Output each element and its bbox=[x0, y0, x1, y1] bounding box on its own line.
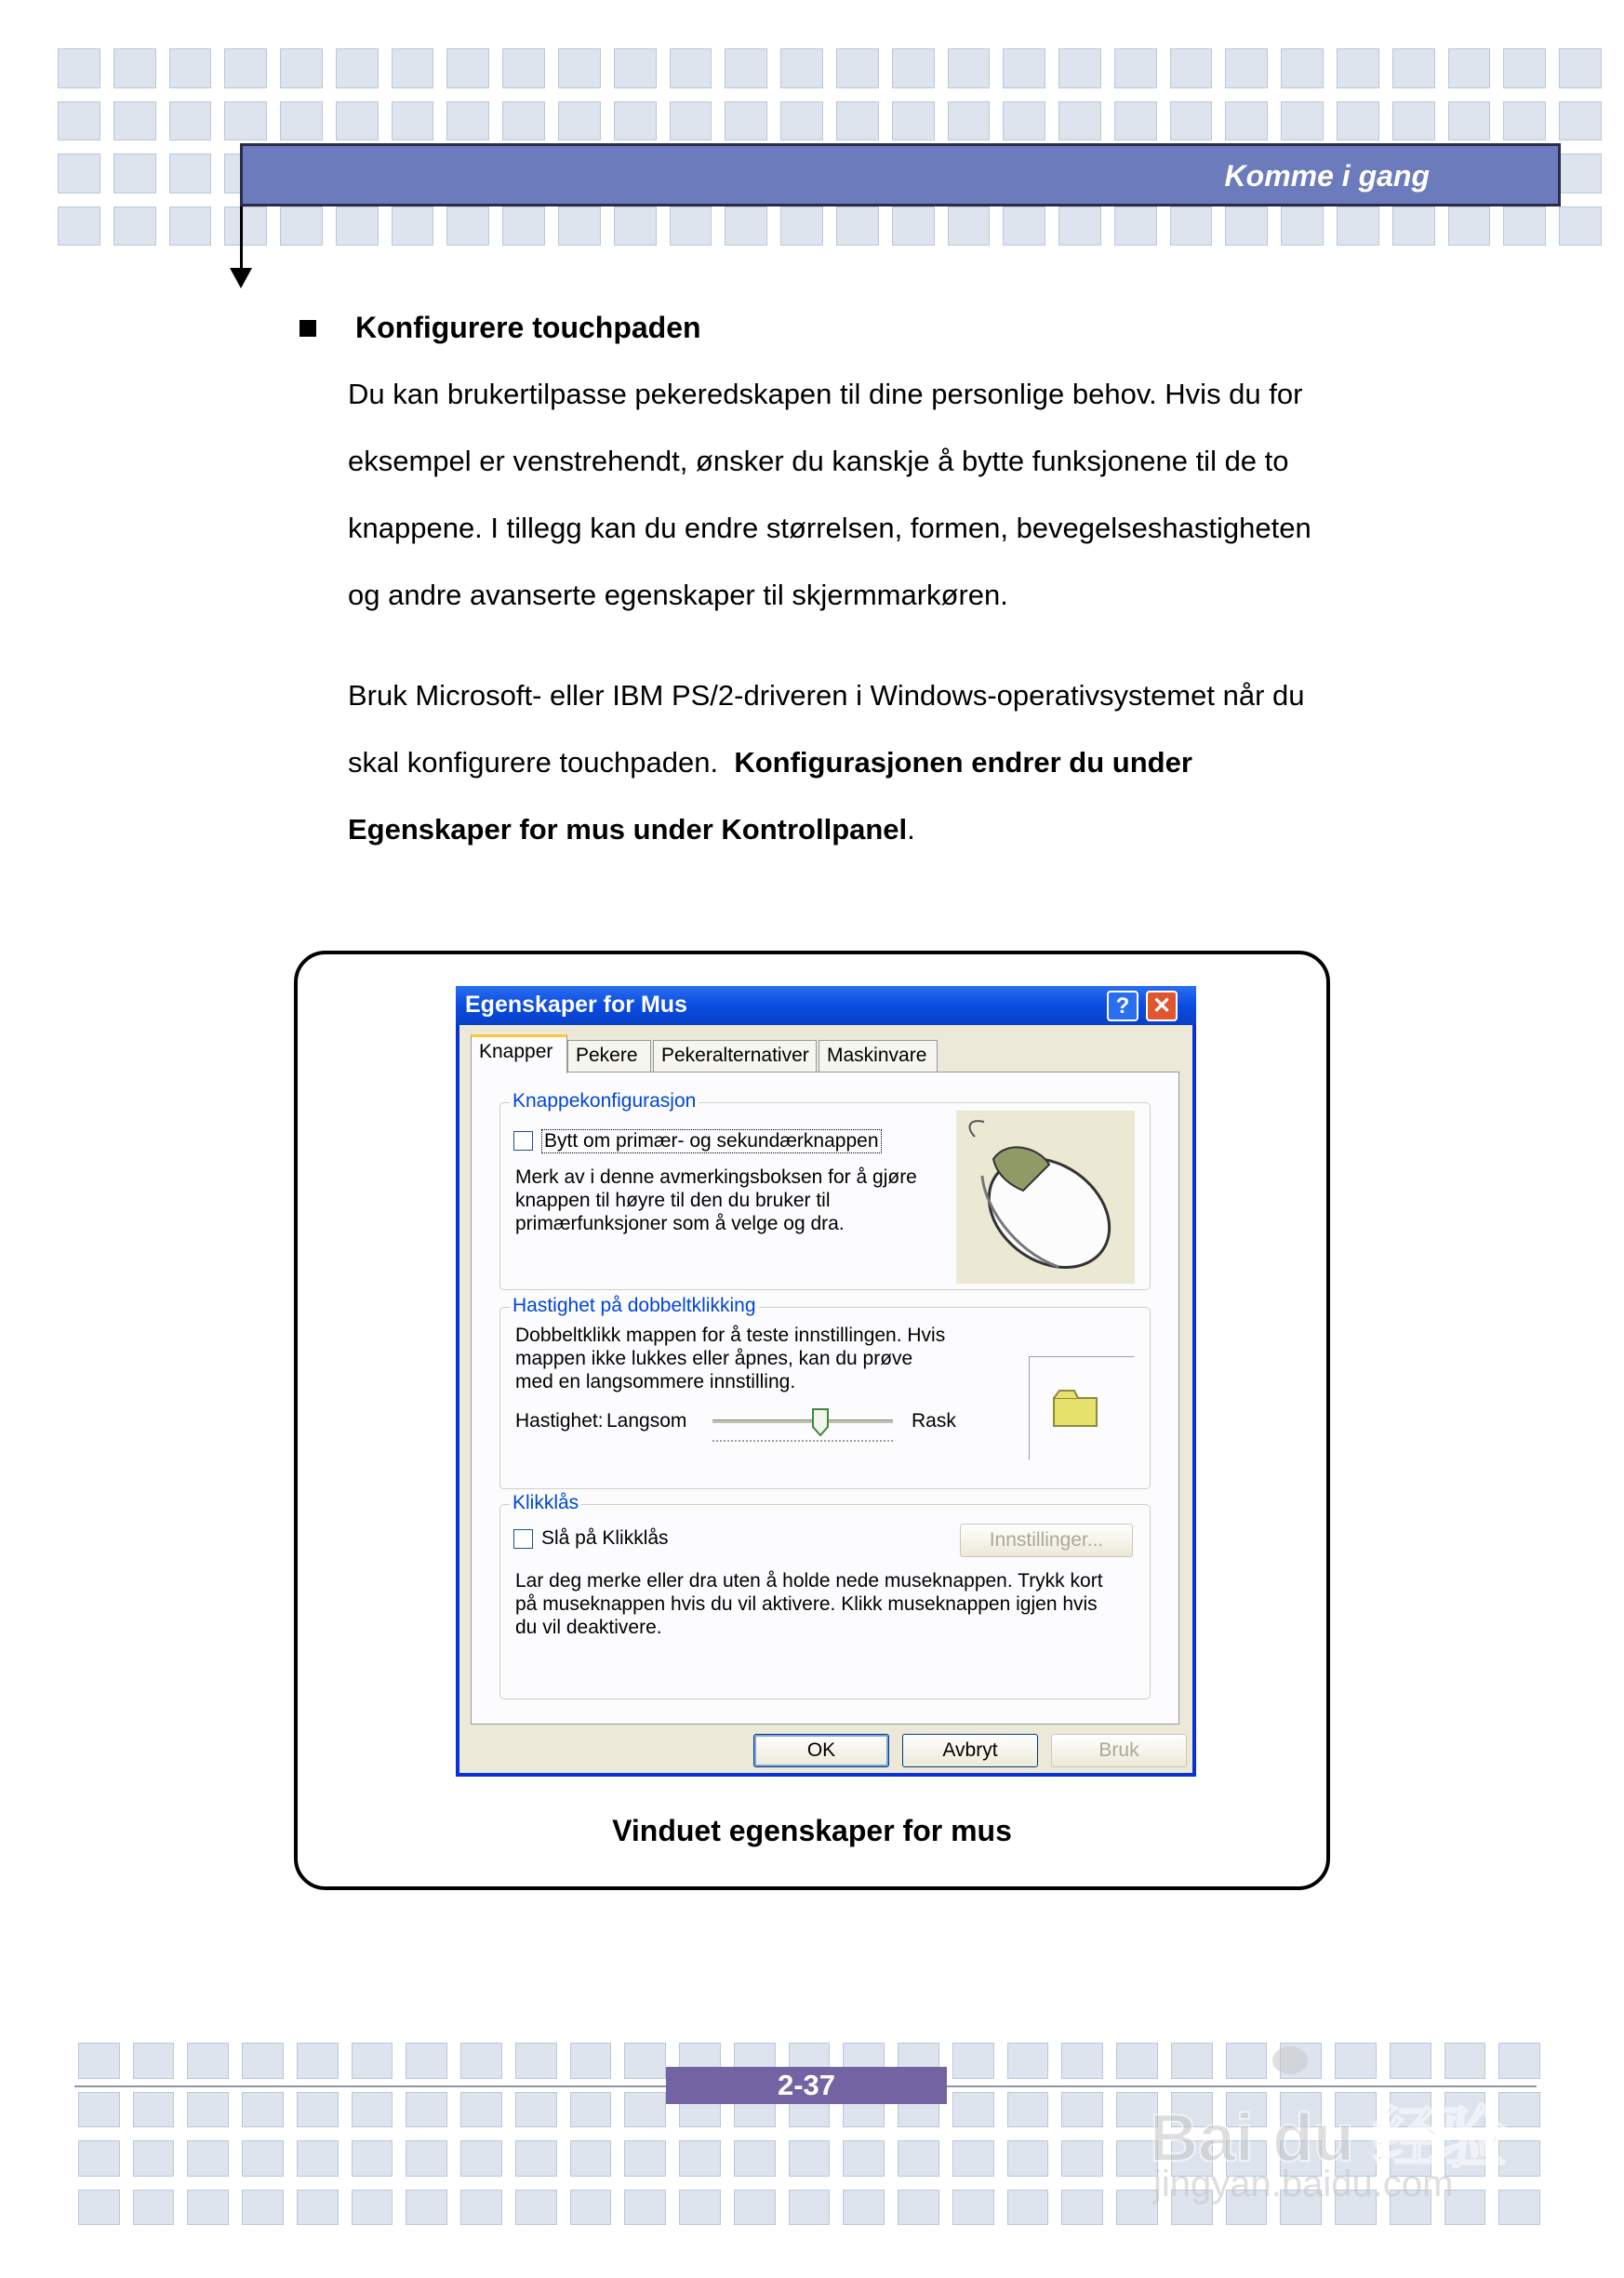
pattern-tile bbox=[558, 101, 601, 141]
pattern-tile bbox=[1392, 206, 1435, 246]
pattern-tile bbox=[515, 2043, 557, 2079]
pattern-tile bbox=[952, 2190, 994, 2226]
slow-label: Langsom bbox=[606, 1410, 687, 1432]
pattern-tile bbox=[460, 2043, 502, 2079]
apply-button[interactable]: Bruk bbox=[1051, 1734, 1187, 1767]
pattern-tile bbox=[460, 2092, 502, 2128]
pattern-tile bbox=[515, 2140, 557, 2177]
paragraph-2-line: Bruk Microsoft- eller IBM PS/2-driveren i Windows-operativsystemet når du bbox=[348, 679, 1305, 712]
group-title: Knappekonfigurasjon bbox=[510, 1090, 699, 1112]
pattern-tile bbox=[1007, 2190, 1049, 2226]
pattern-tile bbox=[898, 2190, 939, 2226]
pattern-tile bbox=[892, 206, 935, 246]
section-heading: Konfigurere touchpaden bbox=[355, 311, 701, 344]
pattern-tile bbox=[1392, 101, 1435, 141]
pattern-tile bbox=[558, 206, 601, 246]
pattern-tile bbox=[187, 2140, 229, 2177]
pattern-tile bbox=[1061, 2043, 1103, 2079]
pattern-tile bbox=[670, 48, 712, 88]
pattern-tile bbox=[624, 2092, 666, 2128]
tab-panel bbox=[471, 1072, 1179, 1725]
pattern-tile bbox=[1337, 48, 1379, 88]
speed-slider-track[interactable] bbox=[712, 1419, 893, 1423]
pattern-tile bbox=[789, 2140, 831, 2177]
pattern-tile bbox=[892, 48, 935, 88]
button-config-group bbox=[499, 1090, 1151, 1290]
pattern-tile bbox=[558, 48, 601, 88]
pattern-tile bbox=[406, 2140, 447, 2177]
click-lock-checkbox[interactable] bbox=[513, 1529, 533, 1549]
pattern-tile bbox=[1007, 2140, 1049, 2177]
mouse-properties-dialog bbox=[456, 986, 1196, 1777]
pattern-tile bbox=[1281, 48, 1324, 88]
tab-pekere[interactable]: Pekere bbox=[567, 1040, 651, 1072]
pattern-tile bbox=[406, 2190, 447, 2226]
group1-desc-line: Merk av i denne avmerkingsboksen for å gjøre bbox=[515, 1166, 917, 1188]
ok-button[interactable]: OK bbox=[753, 1734, 889, 1767]
group-title: Hastighet på dobbeltklikking bbox=[510, 1295, 759, 1317]
pattern-tile bbox=[133, 2140, 175, 2177]
pattern-tile bbox=[1503, 206, 1546, 246]
watermark bbox=[1150, 2046, 1540, 2214]
paw-icon bbox=[1272, 2046, 1308, 2074]
pattern-tile bbox=[58, 48, 100, 88]
pattern-tile bbox=[58, 101, 100, 141]
pattern-tile bbox=[392, 101, 434, 141]
pattern-tile bbox=[1225, 206, 1268, 246]
paragraph-2-line bbox=[348, 729, 1399, 796]
pattern-tile bbox=[280, 48, 323, 88]
pattern-tile bbox=[1225, 48, 1268, 88]
pattern-tile bbox=[1337, 206, 1379, 246]
pattern-tile bbox=[297, 2043, 339, 2079]
pattern-tile bbox=[1170, 101, 1213, 141]
watermark-url: jingyan.baidu.com bbox=[1153, 2164, 1454, 2205]
pattern-tile bbox=[224, 101, 267, 141]
pattern-tile bbox=[624, 2043, 666, 2079]
click-lock-label[interactable]: Slå på Klikklås bbox=[541, 1527, 669, 1549]
pattern-tile bbox=[297, 2092, 339, 2128]
pattern-tile bbox=[843, 2140, 885, 2177]
click-lock-group bbox=[499, 1492, 1151, 1699]
pattern-tile bbox=[1448, 48, 1491, 88]
pattern-tile bbox=[1058, 206, 1101, 246]
paragraph-1-line: knappene. I tillegg kan du endre størrelsen, formen, bevegelseshastigheten bbox=[348, 512, 1311, 544]
pattern-tile bbox=[789, 2190, 831, 2226]
pattern-tile bbox=[1503, 48, 1546, 88]
group3-desc-line: på museknappen hvis du vil aktivere. Klikk museknappen igjen hvis bbox=[515, 1593, 1098, 1615]
pattern-tile bbox=[502, 206, 545, 246]
pattern-tile bbox=[1058, 101, 1101, 141]
page-number: 2-37 bbox=[666, 2067, 947, 2104]
pattern-tile bbox=[1503, 101, 1546, 141]
group2-desc-line: Dobbeltklikk mappen for å teste innstillingen. Hvis bbox=[515, 1325, 946, 1346]
settings-button[interactable]: Innstillinger... bbox=[960, 1524, 1133, 1557]
pattern-tile bbox=[352, 2092, 393, 2128]
pattern-tile bbox=[460, 2140, 502, 2177]
pattern-tile bbox=[169, 101, 212, 141]
pattern-tile bbox=[113, 153, 156, 193]
pattern-tile bbox=[280, 101, 323, 141]
group3-desc-line: du vil deaktivere. bbox=[515, 1617, 662, 1638]
pattern-tile bbox=[624, 2190, 666, 2226]
pattern-tile bbox=[614, 206, 657, 246]
group2-desc-line: med en langsommere innstilling. bbox=[515, 1371, 796, 1392]
pattern-tile bbox=[836, 48, 879, 88]
pattern-tile bbox=[948, 206, 991, 246]
pattern-tile bbox=[446, 101, 489, 141]
pattern-tile bbox=[113, 101, 156, 141]
pattern-tile bbox=[780, 101, 823, 141]
pattern-tile bbox=[224, 48, 267, 88]
test-folder-area[interactable] bbox=[1029, 1356, 1135, 1460]
paragraph-2-bold: Konfigurasjonen endrer du under bbox=[734, 746, 1192, 779]
pattern-tile bbox=[1170, 206, 1213, 246]
pattern-tile bbox=[460, 2190, 502, 2226]
pattern-tile bbox=[836, 206, 879, 246]
pattern-tile bbox=[570, 2140, 612, 2177]
paragraph-2-text: . bbox=[907, 813, 915, 846]
pattern-tile bbox=[570, 2092, 612, 2128]
tab-pekeralternativer[interactable]: Pekeralternativer bbox=[653, 1040, 817, 1072]
pattern-tile bbox=[725, 206, 767, 246]
pattern-tile bbox=[242, 2043, 284, 2079]
pattern-tile bbox=[1448, 101, 1491, 141]
pattern-tile bbox=[78, 2092, 120, 2128]
fast-label: Rask bbox=[912, 1410, 956, 1432]
pattern-tile bbox=[187, 2092, 229, 2128]
pattern-tile bbox=[1003, 48, 1045, 88]
pattern-tile bbox=[1114, 206, 1157, 246]
pattern-tile bbox=[336, 206, 379, 246]
pattern-tile bbox=[1061, 2140, 1103, 2177]
pattern-tile bbox=[352, 2190, 393, 2226]
pattern-tile bbox=[1114, 101, 1157, 141]
dialog-title: Egenskaper for Mus bbox=[465, 992, 687, 1018]
pattern-tile bbox=[78, 2140, 120, 2177]
pattern-tile bbox=[570, 2043, 612, 2079]
close-icon[interactable]: ✕ bbox=[1146, 991, 1178, 1021]
pattern-tile bbox=[78, 2043, 120, 2079]
chapter-header bbox=[240, 143, 1561, 206]
pattern-tile bbox=[1007, 2092, 1049, 2128]
pattern-tile bbox=[1061, 2190, 1103, 2226]
paragraph-2 bbox=[348, 662, 1399, 863]
speed-slider-thumb[interactable] bbox=[812, 1408, 829, 1436]
pattern-tile bbox=[242, 2190, 284, 2226]
pattern-tile bbox=[224, 206, 267, 246]
pattern-tile bbox=[624, 2140, 666, 2177]
pattern-tile bbox=[679, 2190, 721, 2226]
pattern-tile bbox=[1559, 206, 1602, 246]
pattern-tile bbox=[570, 2190, 612, 2226]
pattern-tile bbox=[780, 48, 823, 88]
paragraph-2-text: skal konfigurere touchpaden. bbox=[348, 746, 735, 779]
pattern-tile bbox=[297, 2140, 339, 2177]
pattern-tile bbox=[58, 153, 100, 193]
pattern-tile bbox=[352, 2043, 393, 2079]
pattern-tile bbox=[734, 2190, 776, 2226]
pattern-tile bbox=[133, 2043, 175, 2079]
pattern-tile bbox=[948, 101, 991, 141]
pattern-tile bbox=[1061, 2092, 1103, 2128]
header-arrow-line bbox=[240, 206, 243, 268]
pattern-tile bbox=[614, 101, 657, 141]
pattern-tile bbox=[1170, 48, 1213, 88]
swap-buttons-label[interactable]: Bytt om primær- og sekundærknappen bbox=[541, 1129, 882, 1153]
group1-desc-line: primærfunksjoner som å velge og dra. bbox=[515, 1213, 845, 1234]
pattern-tile bbox=[352, 2140, 393, 2177]
pattern-tile bbox=[1559, 48, 1602, 88]
pattern-tile bbox=[1337, 101, 1379, 141]
pattern-tile bbox=[952, 2140, 994, 2177]
pattern-tile bbox=[679, 2140, 721, 2177]
pattern-tile bbox=[614, 48, 657, 88]
pattern-tile bbox=[1003, 101, 1045, 141]
pattern-tile bbox=[336, 48, 379, 88]
square-bullet-icon bbox=[300, 320, 316, 337]
pattern-tile bbox=[670, 206, 712, 246]
pattern-tile bbox=[843, 2190, 885, 2226]
pattern-tile bbox=[169, 48, 212, 88]
group3-desc-line: Lar deg merke eller dra uten å holde nede museknappen. Trykk kort bbox=[515, 1570, 1103, 1592]
tab-knapper[interactable]: Knapper bbox=[471, 1034, 567, 1073]
dialog-titlebar[interactable] bbox=[456, 986, 1196, 1025]
pattern-tile bbox=[1448, 206, 1491, 246]
pattern-tile bbox=[113, 206, 156, 246]
pattern-tile bbox=[898, 2140, 939, 2177]
pattern-tile bbox=[297, 2190, 339, 2226]
pattern-tile bbox=[242, 2092, 284, 2128]
watermark-logo: Bai du 经验 bbox=[1150, 2101, 1508, 2176]
paragraph-1-line: Du kan brukertilpasse pekeredskapen til dine personlige behov. Hvis du for bbox=[348, 378, 1303, 410]
pattern-tile bbox=[169, 206, 212, 246]
pattern-tile bbox=[1281, 206, 1324, 246]
pattern-tile bbox=[446, 206, 489, 246]
pattern-tile bbox=[406, 2043, 447, 2079]
paragraph-1 bbox=[348, 361, 1399, 629]
pattern-tile bbox=[952, 2043, 994, 2079]
group1-desc-line: knappen til høyre til den du bruker til bbox=[515, 1190, 831, 1211]
tab-maskinvare[interactable]: Maskinvare bbox=[819, 1040, 938, 1072]
pattern-tile bbox=[242, 2140, 284, 2177]
pattern-tile bbox=[836, 101, 879, 141]
pattern-tile bbox=[187, 2043, 229, 2079]
double-click-speed-group bbox=[499, 1295, 1151, 1489]
pattern-tile bbox=[113, 48, 156, 88]
pattern-tile bbox=[133, 2190, 175, 2226]
pattern-tile bbox=[725, 101, 767, 141]
down-arrow-icon bbox=[230, 268, 252, 288]
paragraph-1-line: og andre avanserte egenskaper til skjermmarkøren. bbox=[348, 579, 1008, 611]
pattern-tile bbox=[502, 101, 545, 141]
mouse-illustration bbox=[956, 1111, 1135, 1284]
pattern-tile bbox=[952, 2092, 994, 2128]
pattern-tile bbox=[392, 206, 434, 246]
pattern-tile bbox=[892, 101, 935, 141]
pattern-tile bbox=[187, 2190, 229, 2226]
cancel-button[interactable]: Avbryt bbox=[902, 1734, 1038, 1767]
pattern-tile bbox=[780, 206, 823, 246]
pattern-tile bbox=[1225, 101, 1268, 141]
pattern-tile bbox=[725, 48, 767, 88]
pattern-tile bbox=[1058, 48, 1101, 88]
pattern-tile bbox=[1281, 101, 1324, 141]
paragraph-2-bold: Egenskaper for mus under Kontrollpanel bbox=[348, 813, 908, 846]
pattern-tile bbox=[392, 48, 434, 88]
swap-buttons-checkbox[interactable] bbox=[513, 1131, 533, 1151]
pattern-tile bbox=[1392, 48, 1435, 88]
pattern-tile bbox=[515, 2092, 557, 2128]
speed-slider-ticks bbox=[712, 1440, 893, 1444]
pattern-tile bbox=[58, 206, 100, 246]
pattern-tile bbox=[1007, 2043, 1049, 2079]
pattern-tile bbox=[336, 101, 379, 141]
pattern-tile bbox=[280, 206, 323, 246]
pattern-tile bbox=[1559, 153, 1602, 193]
speed-label: Hastighet: bbox=[515, 1410, 604, 1432]
pattern-tile bbox=[948, 48, 991, 88]
group2-desc-line: mappen ikke lukkes eller åpnes, kan du prøve bbox=[515, 1348, 913, 1369]
pattern-tile bbox=[670, 101, 712, 141]
chapter-title: Komme i gang bbox=[1224, 159, 1430, 193]
pattern-tile bbox=[133, 2092, 175, 2128]
pattern-tile bbox=[406, 2092, 447, 2128]
help-icon[interactable]: ? bbox=[1107, 991, 1138, 1021]
pattern-tile bbox=[1114, 48, 1157, 88]
paragraph-2-line bbox=[348, 796, 1399, 863]
figure-caption: Vinduet egenskaper for mus bbox=[612, 1814, 1012, 1847]
pattern-tile bbox=[1003, 206, 1045, 246]
pattern-tile bbox=[1559, 101, 1602, 141]
pattern-tile bbox=[169, 153, 212, 193]
pattern-tile bbox=[515, 2190, 557, 2226]
pattern-tile bbox=[446, 48, 489, 88]
paragraph-1-line: eksempel er venstrehendt, ønsker du kanskje å bytte funksjonene til de to bbox=[348, 445, 1289, 477]
pattern-tile bbox=[734, 2140, 776, 2177]
pattern-tile bbox=[502, 48, 545, 88]
group-title: Klikklås bbox=[510, 1492, 581, 1514]
pattern-tile bbox=[78, 2190, 120, 2226]
dialog-body bbox=[459, 1025, 1192, 1773]
